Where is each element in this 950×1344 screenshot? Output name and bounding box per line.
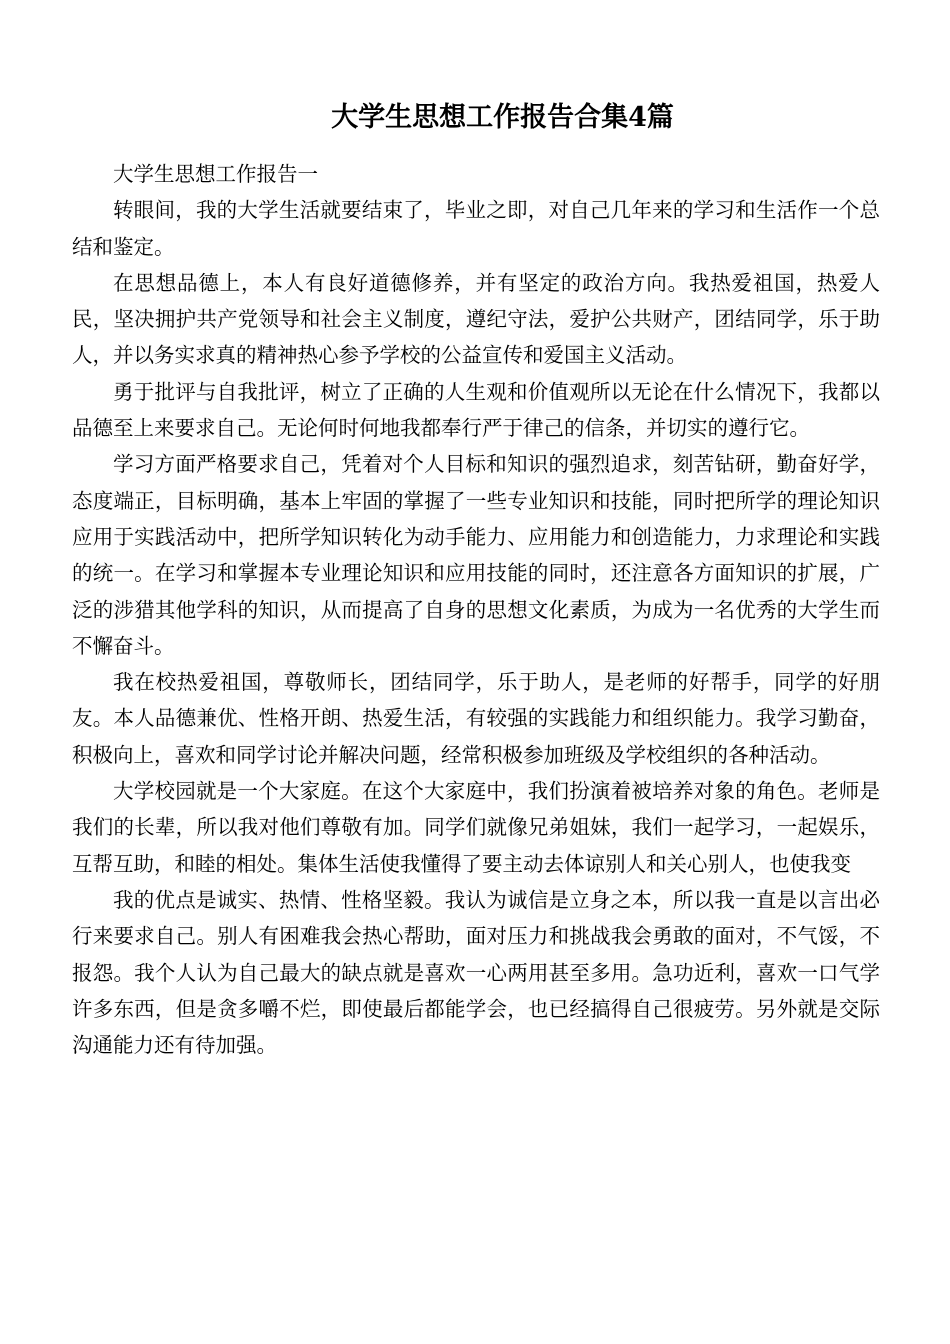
paragraph: 我的优点是诚实、热情、性格坚毅。我认为诚信是立身之本，所以我一直是以言出必行来要求自己。别人有困难我会热心帮助，面对压力和挑战我会勇敢的面对，不气馁，不报怨。我个人认为自己最大的缺点就是喜欢一心两用甚至多用。急功近利，喜欢一口气学许多东西，但是贪多嚼不烂，即使最后都能学会，也已经搞得自己很疲劳。另外就是交际沟通能力还有待加强。: [72, 887, 880, 1058]
paragraph: 我在校热爱祖国，尊敬师长，团结同学，乐于助人，是老师的好帮手，同学的好朋友。本人品德兼优、性格开朗、热爱生活，有较强的实践能力和组织能力。我学习勤奋，积极向上，喜欢和同学讨论并解决问题，经常积极参加班级及学校组织的各种活动。: [72, 670, 880, 767]
document-title: 大学生思想工作报告合集4篇: [331, 102, 674, 133]
paragraph: 勇于批评与自我批评，树立了正确的人生观和价值观所以无论在什么情况下，我都以品德至上来要求自己。无论何时何地我都奉行严于律己的信条，并切实的遵行它。: [72, 379, 880, 441]
paragraph: 在思想品德上，本人有良好道德修养，并有坚定的政治方向。我热爱祖国，热爱人民，坚决拥护共产党领导和社会主义制度，遵纪守法，爱护公共财产，团结同学，乐于助人，并以务实求真的精神热心参予学校的公益宣传和爱国主义活动。: [72, 270, 880, 368]
paragraph: 大学校园就是一个大家庭。在这个大家庭中，我们扮演着被培养对象的角色。老师是我们的长辈，所以我对他们尊敬有加。同学们就像兄弟姐妹，我们一起学习，一起娱乐，互帮互助，和睦的相处。集体生活使我懂得了要主动去体谅别人和关心别人，也使我变: [72, 779, 880, 876]
paragraph: 学习方面严格要求自己，凭着对个人目标和知识的强烈追求，刻苦钻研，勤奋好学，态度端正，目标明确，基本上牢固的掌握了一些专业知识和技能，同时把所学的理论知识应用于实践活动中，把所学知识转化为动手能力、应用能力和创造能力，力求理论和实践的统一。在学习和掌握本专业理论知识和应用技能的同时，还注意各方面知识的扩展，广泛的涉猎其他学科的知识，从而提高了自身的思想文化素质，为成为一名优秀的大学生而不懈奋斗。: [72, 452, 880, 658]
paragraph: 转眼间，我的大学生活就要结束了，毕业之即，对自己几年来的学习和生活作一个总结和鉴定。: [72, 198, 880, 259]
section-heading: 大学生思想工作报告一: [113, 162, 318, 186]
document-body: [72, 156, 880, 1063]
